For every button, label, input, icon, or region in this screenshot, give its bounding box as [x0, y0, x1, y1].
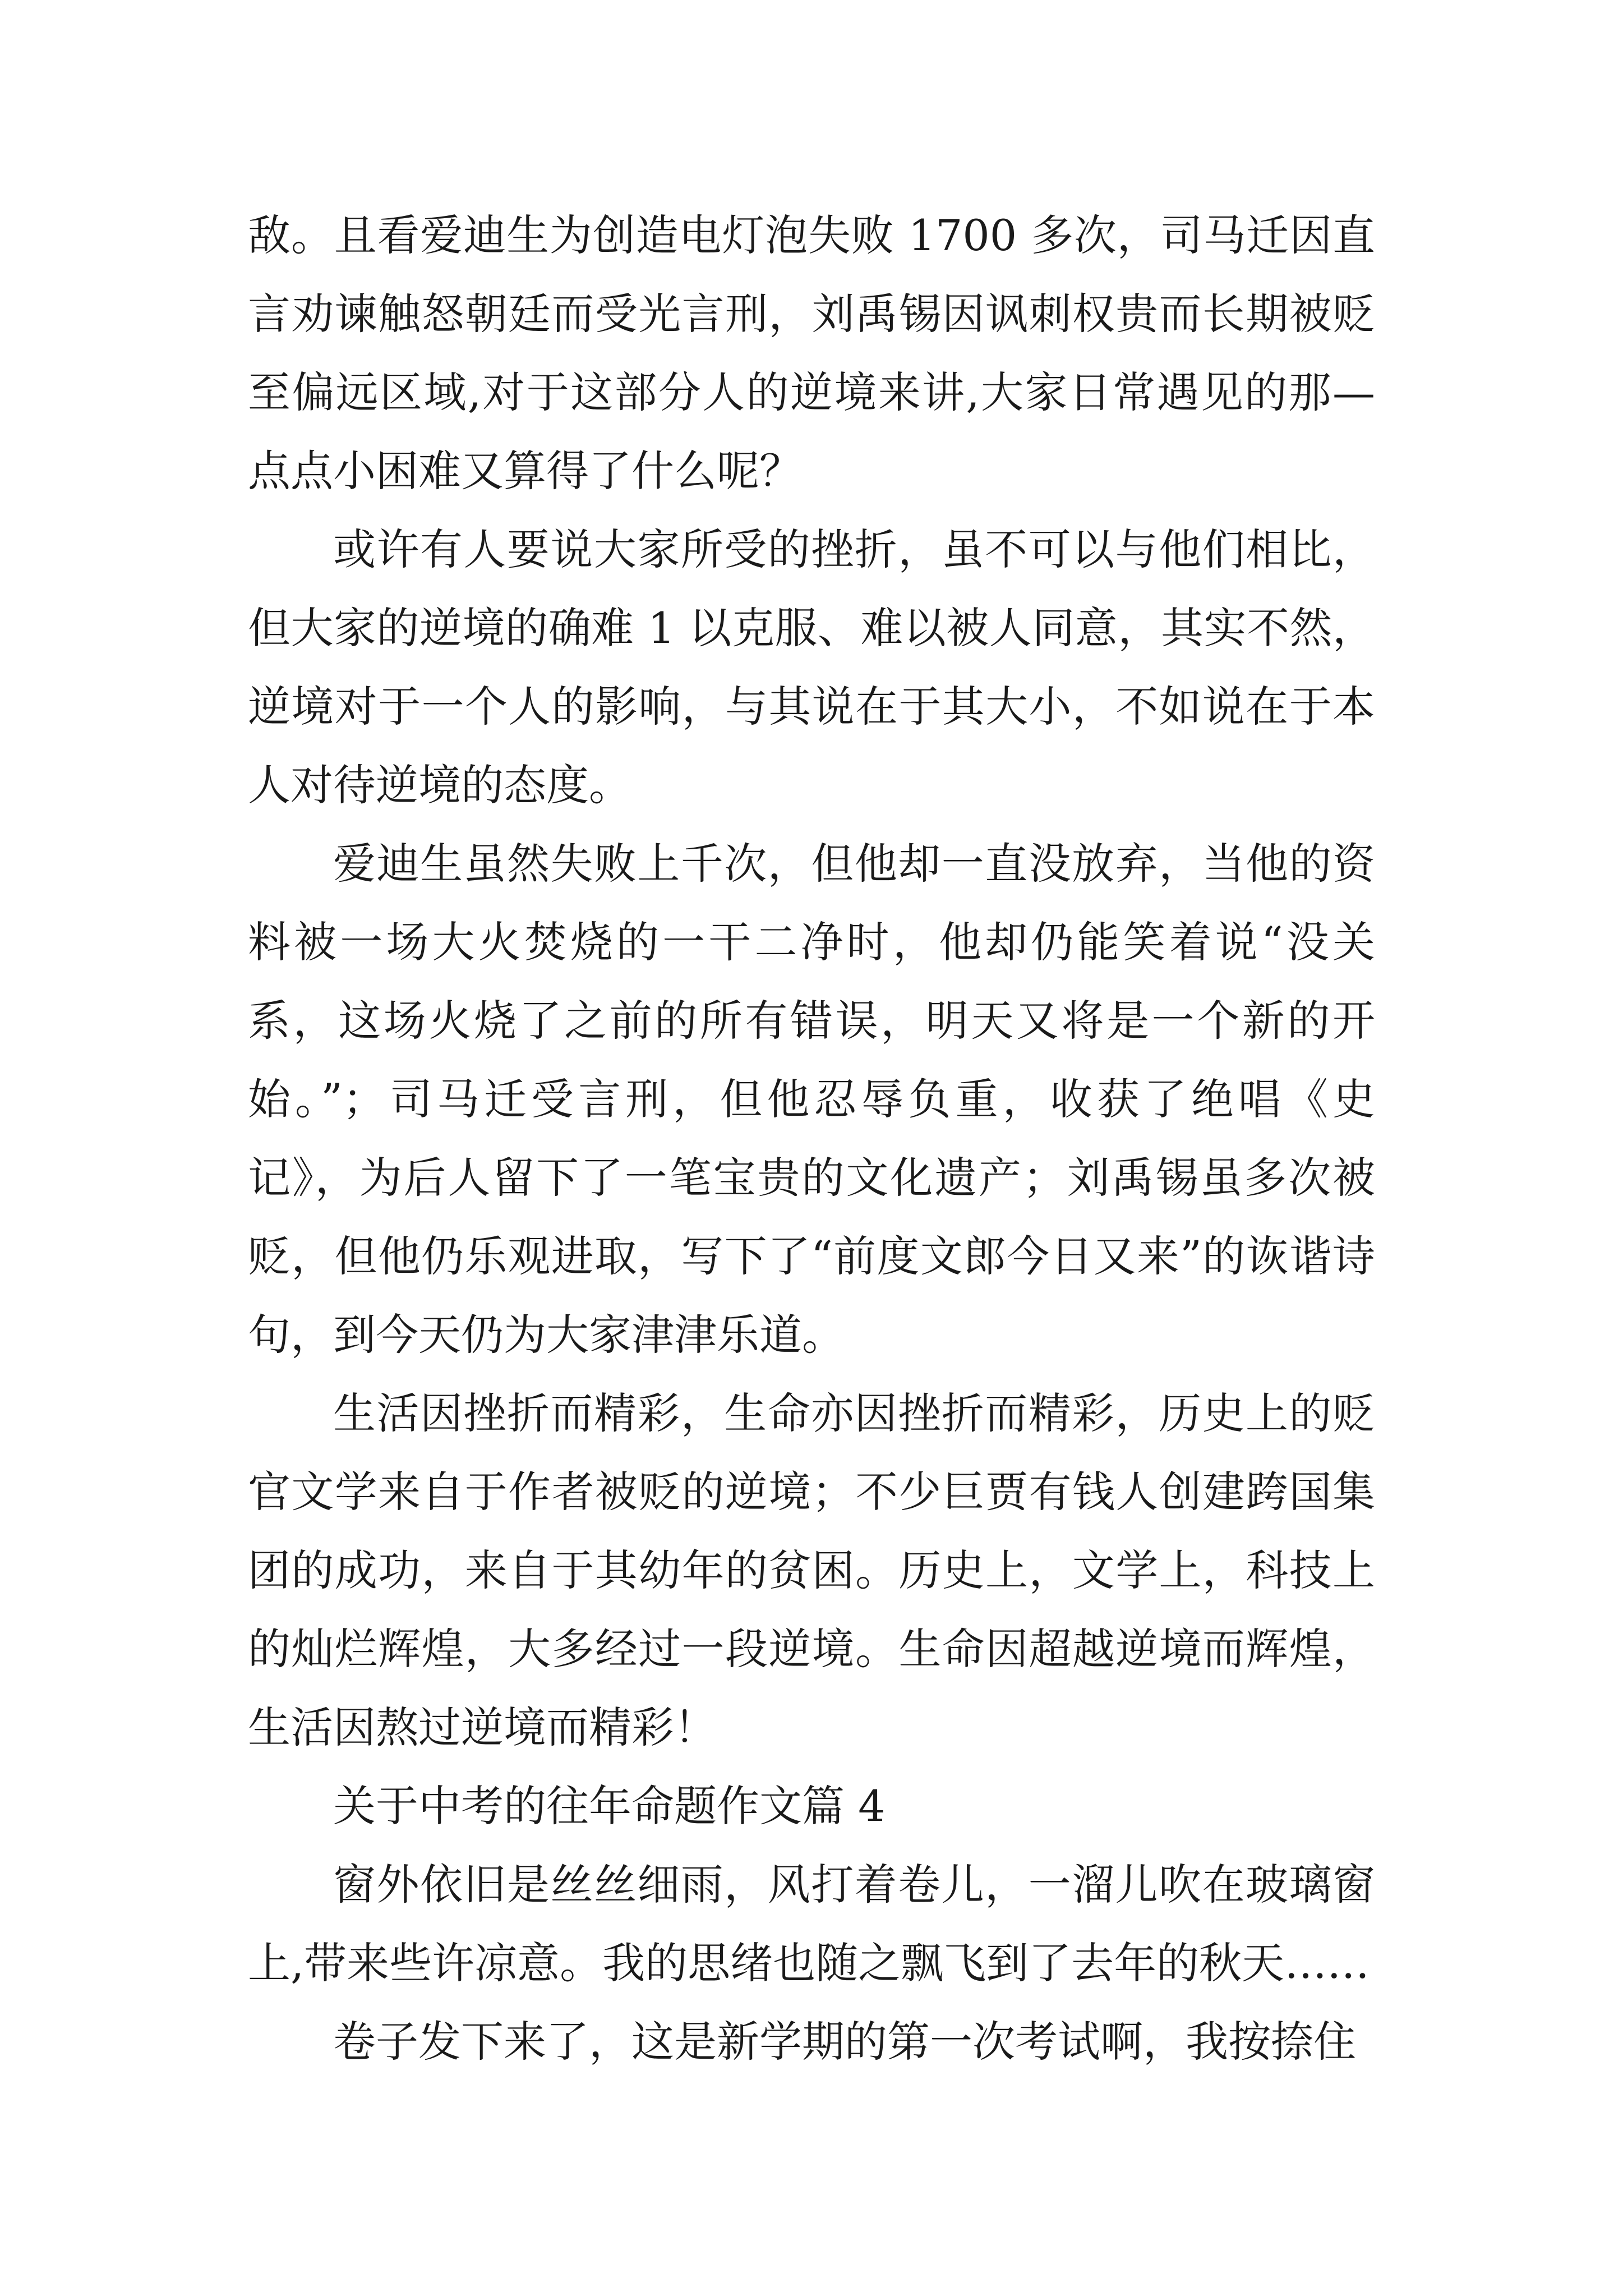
paragraph-6: 卷子发下来了，这是新学期的第一次考试啊，我按捺住 [333, 2017, 1356, 2067]
paragraph-5: 窗外依旧是丝丝细雨，风打着卷儿，一溜儿吹在玻璃窗上,带来些许凉意。我的思绪也随之飘飞到了去年的秋天…… [248, 1860, 1375, 1988]
paragraph-3: 爱迪生虽然失败上千次，但他却一直没放弃，当他的资料被一场大火焚烧的一干二净时，他却仍能笑着说“没关系，这场火烧了之前的所有错误，明天又将是一个新的开始。”；司马迁受言刑，但他忍辱负重，收获了绝唱《史记》，为后人留下了一笔宝贵的文化遗产；刘禹锡虽多次被贬，但他仍乐观进取，写下了“前度文郎今日又来”的诙谐诗句，到今天仍为大家津津乐道。 [248, 839, 1375, 1360]
section-heading: 关于中考的往年命题作文篇 4 [333, 1781, 886, 1831]
paragraph-2: 或许有人要说大家所受的挫折，虽不可以与他们相比，但大家的逆境的确难 1 以克服、难以被人同意，其实不然，逆境对于一个人的影响，与其说在于其大小，不如说在于本人对待逆境的态度。 [248, 524, 1375, 810]
document-body [248, 196, 1375, 2081]
paragraph-1: 敌。且看爱迪生为创造电灯泡失败 1700 多次，司马迁因直言劝谏触怒朝廷而受光言刑，刘禹锡因讽刺权贵而长期被贬至偏远区域,对于这部分人的逆境来讲,大家日常遇见的那—点点小困难又算得了什么呢？ [248, 210, 1375, 496]
paragraph-4: 生活因挫折而精彩，生命亦因挫折而精彩，历史上的贬官文学来自于作者被贬的逆境；不少巨贾有钱人创建跨国集团的成功，来自于其幼年的贫困。历史上，文学上，科技上的灿烂辉煌，大多经过一段逆境。生命因超越逆境而辉煌，生活因熬过逆境而精彩！ [248, 1388, 1375, 1752]
